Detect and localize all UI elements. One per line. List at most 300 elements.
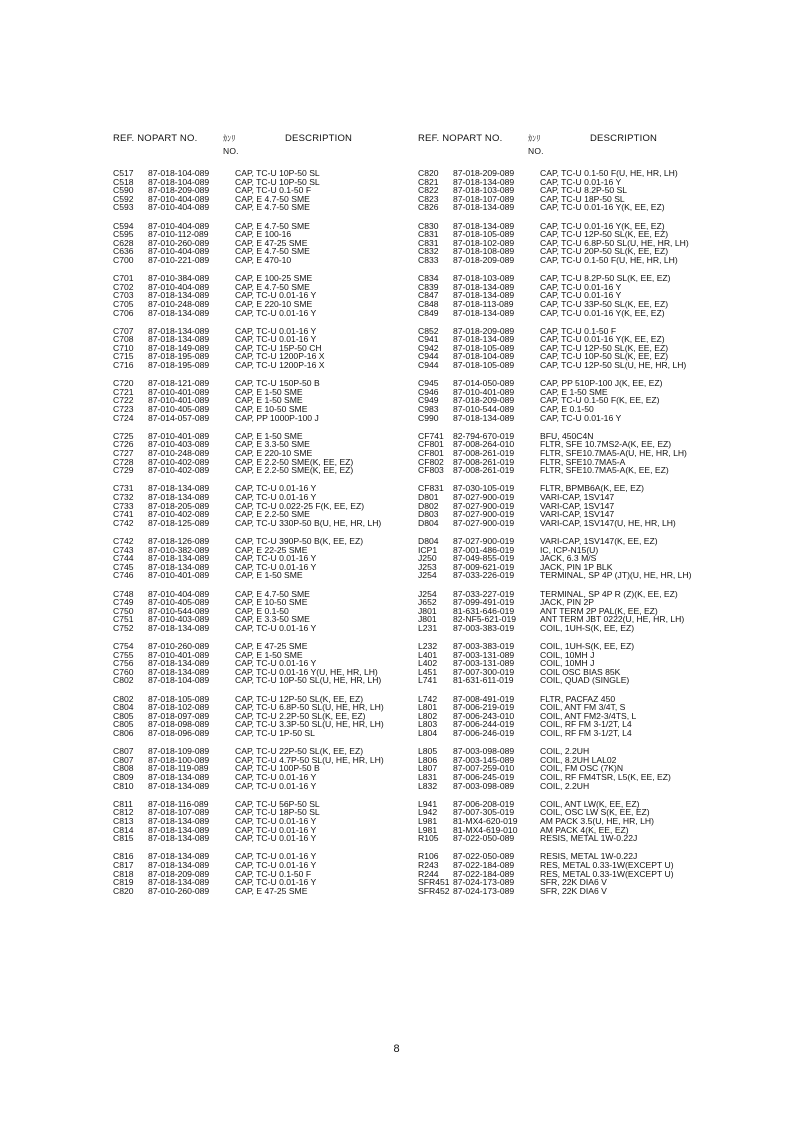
part-no: 87-027-900-019 [453,500,515,511]
part-no: 87-010-401-089 [148,395,210,406]
ref-no: C707 [113,325,134,336]
ref-no: C592 [113,193,134,204]
ref-no: C831 [418,237,439,248]
description: RES, METAL 0.33-1W(EXCEPT U) [540,868,674,879]
description: TERMINAL, SP 4P R (Z)(K, EE, EZ) [540,588,678,599]
ref-no: C808 [113,763,134,774]
part-no: 87-008-261-019 [453,448,515,458]
description: FLTR, SFE10.7MA5-A [540,456,626,467]
description: COIL, 1UH-S(K, EE, EZ) [540,622,635,633]
description: CAP, TC-U 0.01-16 Y(K, EE, EZ) [540,334,665,345]
part-no: 87-010-403-089 [148,614,210,625]
ref-no: L401 [418,649,438,660]
description: CAP, E 1-50 SME [235,395,303,406]
ref-no: R244 [418,868,439,879]
ref-no: C742 [113,517,134,528]
ref-no: C700 [113,254,134,265]
part-no: 87-018-105-089 [148,693,210,704]
part-no: 87-022-184-089 [453,868,515,879]
part-no: 87-018-134-089 [148,877,210,888]
part-no: 87-010-403-089 [148,439,210,450]
description: CAP, E 2.2-50 SME [235,509,310,520]
description: CAP, E 4.7-50 SME [235,246,310,257]
description: CAP, E 3.3-50 SME [235,439,310,450]
part-no: 87-014-050-089 [453,378,515,389]
description: CAP, TC-U 0.01-16 Y [235,553,317,564]
ref-no: C807 [113,746,134,757]
description: TERMINAL, SP 4P (JT)(U, HE, HR, LH) [540,570,692,581]
part-no: 87-010-248-089 [148,298,210,309]
table-row [418,676,778,685]
ref-no: C729 [113,465,134,476]
ref-no: C732 [113,491,134,502]
part-no: 87-018-134-089 [148,666,210,677]
description: CAP, E 47-25 SME [235,641,308,652]
description: FLTR, SFE 10.7MS2-A(K, EE, EZ) [540,439,672,450]
ref-no: C754 [113,641,134,652]
description: CAP, TC-U 6.8P-50 SL(U, HE, HR, LH) [540,237,689,248]
description: CAP, TC-U 0.01-16 Y [235,824,317,835]
description: CAP, E 100-25 SME [235,273,313,284]
ref-no: C847 [418,290,439,301]
part-no: 87-018-209-089 [453,325,515,336]
ref-no: C806 [113,728,134,738]
description: CAP, TC-U 0.01-16 Y [235,815,317,826]
description: CAP, PP 1000P-100 J [235,412,319,423]
ref-no: C945 [418,378,439,389]
description: COIL, QUAD (SINGLE) [540,675,630,686]
description: CAP, TC-U 0.01-16 Y [540,176,622,187]
description: CAP, TC-U 0.1-50 F [235,185,312,196]
part-no: 87-018-107-089 [148,807,210,818]
description: CAP, PP 510P-100 J(K, EE, EZ) [540,378,663,389]
part-no: 87-018-134-089 [148,307,210,318]
part-no: 81-631-646-019 [453,605,515,616]
part-no: 87-018-105-089 [453,229,515,240]
part-no: 87-018-209-089 [453,168,515,178]
part-no: 87-006-243-010 [453,710,515,721]
ref-no: CF741 [418,430,444,441]
ref-no: R105 [418,833,439,844]
part-no: 87-018-134-089 [148,483,210,494]
part-no: 81-631-611-019 [453,675,514,686]
part-no: 87-010-405-089 [148,597,210,608]
parts-group [418,274,778,317]
part-no: 87-010-402-089 [148,456,210,467]
ref-no: C751 [113,614,134,625]
part-no: 87-018-134-089 [148,824,210,835]
part-no: 87-008-261-019 [453,456,515,467]
table-row [418,203,778,212]
ref-no: D804 [418,517,439,528]
header-no: NO. [528,146,544,156]
part-no: 87-018-134-089 [148,859,210,870]
ref-no: C826 [418,202,439,213]
part-no: 87-018-125-089 [148,517,210,528]
description: VARI-CAP, 1SV147 [540,500,615,511]
description: COIL, RF FM4TSR, L5(K, EE, EZ) [540,771,671,782]
description: CAP, TC-U 0.01-16 Y [235,483,317,494]
ref-no: C834 [418,273,439,284]
rows-right [418,169,778,895]
part-no: 87-018-105-089 [453,360,515,371]
part-no: 87-018-134-089 [148,815,210,826]
part-no: 87-007-300-019 [453,666,515,677]
part-no: 87-010-260-089 [148,641,210,652]
ref-no: L807 [418,763,438,774]
part-no: 87-018-104-089 [148,176,210,187]
part-no: 87-018-121-089 [148,378,210,389]
description: CAP, TC-U 10P-50 SL [235,168,320,178]
description: CAP, TC-U 0.1-50 F [235,868,312,879]
description: CAP, TC-U 12P-50 SL(K, EE, EZ) [235,693,364,704]
parts-group [418,642,778,685]
ref-no: C830 [418,220,439,231]
description: SFR, 22K DIA6 V [540,885,607,896]
part-no: 87-018-134-089 [453,412,515,423]
ref-no: C802 [113,693,134,704]
description: CAP, TC-U 0.01-16 Y [235,561,317,572]
description: CAP, TC-U 0.01-16 Y(U, HE, HR, LH) [235,666,378,677]
part-no: 87-006-219-019 [453,702,515,713]
header-ref-no: REF. NO [113,133,152,144]
parts-group [418,537,778,580]
parts-group [418,800,778,843]
description: CAP, TC-U 0.01-16 Y [235,780,317,791]
description: COIL, 10MH J [540,649,595,660]
description: COIL, 8.2UH LAL02 [540,754,617,765]
description: CAP, TC-U 150P-50 B [235,378,320,389]
description: CAP, E 1-50 SME [235,649,303,660]
ref-no: C721 [113,386,134,397]
part-no: 87-010-401-089 [148,570,210,581]
ref-no: J801 [418,605,437,616]
part-no: 87-006-244-019 [453,719,515,730]
part-no: 87-010-112-089 [148,229,209,240]
ref-no: C726 [113,439,134,450]
part-no: 87-007-259-010 [453,763,515,774]
description: CAP, TC-U 0.1-50 F [540,325,617,336]
description: COIL, 10MH J [540,658,595,669]
ref-no: C820 [418,168,439,178]
ref-no: C724 [113,412,134,423]
description: CAP, TC-U 0.01-16 Y [540,281,622,292]
description: AM PACK 3.5(U, HE, HR, LH) [540,815,654,826]
description: VARI-CAP, 1SV147 [540,491,615,502]
description: CAP, TC-U 0.01-16 Y [235,491,317,502]
description: COIL, 2.2UH [540,746,590,757]
description: CAP, TC-U 1P-50 SL [235,728,315,738]
part-no: 87-018-134-089 [148,561,210,572]
description: CAP, TC-U 12P-50 SL(U, HE, HR, LH) [540,360,687,371]
ref-no: C848 [418,298,439,309]
ref-no: L231 [418,622,438,633]
description: COIL, ANT FM2-3/4TS, L [540,710,637,721]
part-no: 87-030-105-019 [453,483,515,494]
table-row [418,887,778,896]
part-no: 82-794-670-019 [453,430,515,441]
ref-no: C705 [113,298,134,309]
description: FLTR, SFE10.7MA5-A(U, HE, HR, LH) [540,448,687,458]
table-row [418,466,778,475]
ref-no: C756 [113,658,134,669]
parts-column-right [418,133,778,905]
part-no: 87-010-401-089 [148,430,210,441]
part-no: 87-018-119-089 [148,763,209,774]
part-no: 87-018-134-089 [453,290,515,301]
ref-no: J250 [418,553,437,564]
description: CAP, TC-U 0.1-50 F(K, EE, EZ) [540,395,660,406]
parts-group [418,590,778,633]
part-no: 87-018-134-089 [148,851,210,862]
part-no: 87-018-102-089 [148,702,210,713]
part-no: 87-018-097-089 [148,710,210,721]
ref-no: C752 [113,622,134,633]
ref-no: C849 [418,307,439,318]
header-no: NO. [223,146,239,156]
part-no: 87-027-900-019 [453,517,515,528]
description: CAP, E 4.7-50 SME [235,202,310,213]
ref-no: C990 [418,412,439,423]
description: COIL, RF FM 3-1/2T, L4 [540,719,632,730]
table-row [418,256,778,265]
ref-no: CF803 [418,465,444,476]
ref-no: C518 [113,176,134,187]
ref-no: C814 [113,824,134,835]
part-no: 87-018-195-089 [148,351,210,362]
description: FLTR, BPMB6A(K, EE, EZ) [540,483,644,494]
part-no: 87-003-383-019 [453,622,515,633]
part-no: 87-018-096-089 [148,728,210,738]
description: CAP, E 220-10 SME [235,298,313,309]
table-row [418,571,778,580]
ref-no: C741 [113,509,134,520]
ref-no: C628 [113,237,134,248]
ref-no: C703 [113,290,134,301]
ref-no: C595 [113,229,134,240]
parts-group [418,222,778,265]
part-no: 87-018-104-089 [453,351,515,362]
ref-no: L402 [418,658,438,669]
description: CAP, TC-U 0.01-16 Y [235,771,317,782]
part-no: 87-010-382-089 [148,544,210,555]
description: CAP, E 4.7-50 SME [235,588,310,599]
description: COIL, RF FM 3-1/2T, L4 [540,728,632,738]
part-no: 87-027-900-019 [453,535,515,546]
ref-no: C744 [113,553,134,564]
description: CAP, E 4.7-50 SME [235,281,310,292]
part-no: 87-018-113-089 [453,298,514,309]
part-no: 87-003-131-089 [453,658,515,669]
part-no: 87-010-384-089 [148,273,210,284]
description: CAP, TC-U 15P-50 CH [235,342,322,353]
ref-no: J652 [418,597,437,608]
ref-no: C727 [113,448,134,458]
part-no: 82-NF5-621-019 [453,614,517,625]
ref-no: L803 [418,719,438,730]
ref-no: C946 [418,386,439,397]
part-no: 87-018-105-089 [453,342,515,353]
description: CAP, E 10-50 SME [235,597,308,608]
ref-no: C819 [113,877,134,888]
ref-no: C745 [113,561,134,572]
description: CAP, E 47-25 SME [235,237,308,248]
table-row [418,519,778,528]
description: CAP, E 2.2-50 SME(K, EE, EZ) [235,465,354,476]
part-no: 87-018-134-089 [453,334,515,345]
part-no: 87-010-404-089 [148,220,210,231]
description: CAP, TC-U 0.01-16 Y [235,859,317,870]
part-no: 87-018-134-089 [148,553,210,564]
part-no: 87-018-098-089 [148,719,210,730]
part-no: 87-018-134-089 [148,658,210,669]
part-no: 87-049-855-019 [453,553,515,564]
part-no: 87-008-491-019 [453,693,515,704]
ref-no: C983 [418,404,439,415]
description: COIL, 2.2UH [540,780,590,791]
ref-no: C817 [113,859,134,870]
parts-group [418,379,778,422]
ref-no: C750 [113,605,134,616]
part-no: 87-018-209-089 [148,185,210,196]
part-no: 81-MX4-620-019 [453,815,518,826]
description: RESIS, METAL 1W-0.22J [540,833,638,844]
description: CAP, TC-U 0.01-16 Y [540,290,622,301]
ref-no: J254 [418,588,437,599]
description: CAP, E 0.1-50 [235,605,289,616]
ref-no: SFR451 [418,877,450,888]
part-no: 87-010-401-089 [453,386,515,397]
part-no: 87-018-134-089 [453,281,515,292]
header-part-no: PART NO. [457,133,503,144]
description: CAP, TC-U 10P-50 SL(U, HE, HR, LH) [235,675,382,686]
ref-no: C593 [113,202,134,213]
description: CAP, E 10-50 SME [235,404,308,415]
ref-no: J253 [418,561,437,572]
ref-no: C722 [113,395,134,406]
description: CAP, TC-U 8.2P-50 SL(K, EE, EZ) [540,273,671,284]
ref-no: C809 [113,771,134,782]
description: COIL, FM OSC (7K)N [540,763,624,774]
part-no: 87-018-134-089 [453,202,515,213]
description: CAP, TC-U 0.1-50 F(U, HE, HR, LH) [540,168,678,178]
ref-no: L232 [418,641,438,652]
part-no: 87-018-134-089 [148,325,210,336]
parts-group [418,169,778,212]
table-row [418,414,778,423]
part-no: 87-033-227-019 [453,588,515,599]
ref-no: C821 [418,176,439,187]
ref-no: L802 [418,710,438,721]
part-no: 87-010-401-089 [148,386,210,397]
description: COIL OSC BIAS 85K [540,666,621,677]
part-no: 87-018-104-089 [148,168,210,178]
part-no: 87-018-107-089 [453,193,515,204]
ref-no: L981 [418,824,438,835]
part-no: 87-022-050-089 [453,851,515,862]
ref-no: C832 [418,246,439,257]
part-no: 87-006-208-019 [453,798,515,809]
ref-no: C720 [113,378,134,389]
part-no: 87-010-260-089 [148,885,210,896]
description: CAP, TC-U 56P-50 SL [235,798,320,809]
description: JACK, 6.3 M/S [540,553,597,564]
description: CAP, TC-U 12P-50 SL(K, EE, EZ) [540,229,669,240]
part-no: 87-018-104-089 [148,675,210,686]
description: CAP, TC-U 18P-50 SL [235,807,320,818]
description: CAP, TC-U 10P-50 SL [235,176,320,187]
description: CAP, TC-U 0.01-16 Y [235,325,317,336]
part-no: 87-018-103-089 [453,273,515,284]
description: AM PACK 4(K, EE, EZ) [540,824,629,835]
part-no: 87-018-116-089 [148,798,209,809]
description: CAP, TC-U 0.01-16 Y [235,334,317,345]
description: RESIS, METAL 1W-0.22J [540,851,638,862]
part-no: 87-018-134-089 [453,176,515,187]
part-no: 87-010-404-089 [148,202,210,213]
description: SFR, 22K DIA6 V [540,877,607,888]
description: CAP, E 4.7-50 SME [235,193,310,204]
part-no: 87-003-383-019 [453,641,515,652]
ref-no: D801 [418,491,439,502]
ref-no: L941 [418,798,438,809]
part-no: 87-022-184-089 [453,859,515,870]
ref-no: CF831 [418,483,444,494]
ref-no: C813 [113,815,134,826]
description: IC, ICP-N15(U) [540,544,599,555]
part-no: 87-006-245-019 [453,771,515,782]
description: COIL, OSC LW S(K, EE, EZ) [540,807,650,818]
description: CAP, E 2.2-50 SME(K, EE, EZ) [235,456,354,467]
table-row [418,624,778,633]
part-no: 87-027-900-019 [453,491,515,502]
ref-no: C810 [113,780,134,791]
ref-no: SFR452 [418,885,450,896]
ref-no: C805 [113,719,134,730]
part-no: 87-008-261-019 [453,465,515,476]
ref-no: C807 [113,754,134,765]
ref-no: L804 [418,728,438,738]
part-no: 87-001-486-019 [453,544,515,555]
ref-no: C517 [113,168,134,178]
ref-no: J254 [418,570,437,581]
description: ANT TERM 2P PAL(K, EE, EZ) [540,605,658,616]
description: CAP, TC-U 33P-50 SL(K, EE, EZ) [540,298,669,309]
part-no: 87-018-134-089 [453,220,515,231]
ref-no: L806 [418,754,438,765]
description: VARI-CAP, 1SV147 [540,509,615,520]
description: VARI-CAP, 1SV147(U, HE, HR, LH) [540,517,676,528]
ref-no: C706 [113,307,134,318]
ref-no: C723 [113,404,134,415]
ref-no: C822 [418,185,439,196]
ref-no: C715 [113,351,134,362]
ref-no: C831 [418,229,439,240]
ref-no: L801 [418,702,438,713]
ref-no: C804 [113,702,134,713]
part-no: 87-010-544-089 [453,404,515,415]
ref-no: C944 [418,351,439,362]
ref-no: C949 [418,395,439,406]
description: CAP, TC-U 100P-50 B [235,763,320,774]
parts-group [418,747,778,790]
description: CAP, E 1-50 SME [235,430,303,441]
ref-no: L742 [418,693,438,704]
ref-no: D804 [418,535,439,546]
page-number: 8 [393,1043,400,1055]
description: CAP, E 47-25 SME [235,885,308,896]
ref-no: R106 [418,851,439,862]
